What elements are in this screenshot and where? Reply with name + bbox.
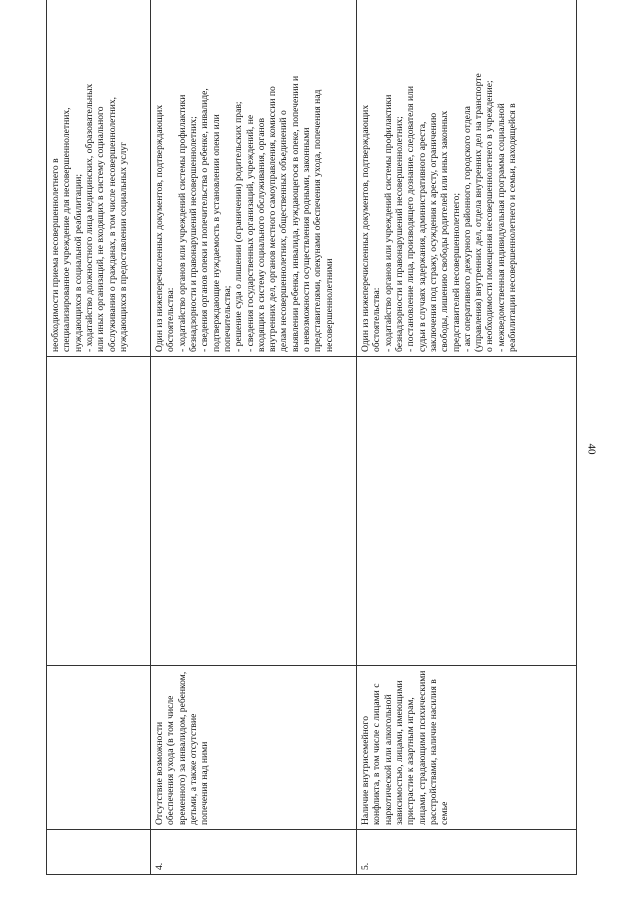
table-row (151, 0, 357, 875)
page-number: 40 (585, 443, 598, 455)
document-line: реабилитации несовершеннолетнего и семьи, находящейся в (507, 103, 519, 352)
criteria-table (46, 0, 577, 875)
document-line: подтверждающие нуждаемость в установлении опеки или (210, 114, 222, 352)
document-line: или иных организаций, не входящих в систему социального (95, 106, 107, 352)
document-line: представителями, опекунами обеспечения ухода, попечения над (312, 89, 324, 352)
documents-cell (47, 0, 151, 357)
row-number (47, 830, 151, 875)
document-line: несовершеннолетними (323, 258, 335, 352)
document-line: обслуживания о гражданах, в том числе несовершеннолетних, (106, 96, 118, 352)
document-line: внутренних дел, органов местного самоуправления, комиссии по (267, 86, 279, 352)
document-line: входящих в систему социального обслуживания, органов (255, 118, 267, 352)
empty-cell (357, 357, 577, 666)
document-line: - постановление лица, производящего дознание, следователя или (405, 85, 417, 352)
document-line: обстоятельства: (371, 287, 383, 352)
document-line: - межведомственная индивидуальная программа социальной (495, 103, 507, 352)
empty-cell (47, 357, 151, 666)
document-line: - ходатайство органов или учреждений системы профилактики (382, 94, 394, 352)
document-line: нуждающихся в предоставлении социальных услуг (117, 141, 129, 352)
document-line: - акт оперативного дежурного районного, городского отдела (461, 106, 473, 352)
row-number: 5. (357, 830, 577, 875)
document-line: попечительства; (221, 285, 233, 352)
document-line: необходимости приема несовершеннолетнего в (50, 158, 61, 352)
document-line: - сведения органов опеки и попечительства о ребенке, инвалиде, (199, 88, 211, 352)
document-line: (управления) внутренних дел, отдела внутренних дел на транспорте (473, 73, 485, 352)
condition-cell: Отсутствие возможности обеспечения ухода (в том числе временного) за инвалидом, ребенком, детьми, а также отсутствие попечения над ними (151, 666, 357, 830)
document-line: безнадзорности и правонарушений несовершеннолетних; (393, 116, 405, 352)
rotated-table-container (46, 30, 576, 875)
empty-cell (151, 357, 357, 666)
document-line: - сведения государственных организаций, учреждений, не (244, 114, 256, 352)
document-line: - ходатайство должностного лица медицинских, образовательных (83, 83, 95, 352)
document-line: свободы, лишению свободы родителей или иных законных (439, 110, 451, 352)
documents-cell (151, 0, 357, 357)
document-line: выявлении ребенка, инвалида, нуждающегося в опеке, попечении и (289, 75, 301, 352)
document-line: нуждающихся в социальной реабилитации; (72, 173, 84, 352)
document-line: Один из нижеперечисленных документов, подтверждающих (360, 104, 371, 352)
document-line: - решение суда о лишении (ограничении) родительских прав; (233, 101, 245, 352)
document-line: о невозможности осуществления родными, законными (301, 127, 313, 352)
document-line: представителей несовершеннолетнего; (450, 192, 462, 352)
document-line: делам несовершеннолетних, общественных объединений о (278, 110, 290, 352)
document-line: обстоятельства: (165, 287, 177, 352)
table-row (47, 0, 151, 875)
table-row (357, 0, 577, 875)
row-number: 4. (151, 830, 357, 875)
document-line: безнадзорности и правонарушений несовершеннолетних; (187, 116, 199, 352)
condition-cell (47, 666, 151, 830)
document-line: судьи в случаях задержания, административного ареста, (416, 121, 428, 352)
document-line: Один из нижеперечисленных документов, подтверждающих (154, 104, 165, 352)
documents-cell (357, 0, 577, 357)
document-line: специализированное учреждение для несовершеннолетних, (61, 107, 73, 352)
document-table-area (46, 30, 576, 875)
document-line: о необходимости помещения несовершеннолетнего в учреждение; (484, 80, 496, 352)
document-line: - ходатайство органов или учреждений системы профилактики (176, 94, 188, 352)
condition-cell: Наличие внутрисемейного конфликта, в том числе с лицами с наркотической или алкогольной зависимостью, лицами, имеющими пристрастие к азартным играм, лицами, страдающими психическими расстройствами, наличие насилия в семье (357, 666, 577, 830)
document-line: заключения под стражу, осуждения к аресту, ограничению (427, 112, 439, 352)
